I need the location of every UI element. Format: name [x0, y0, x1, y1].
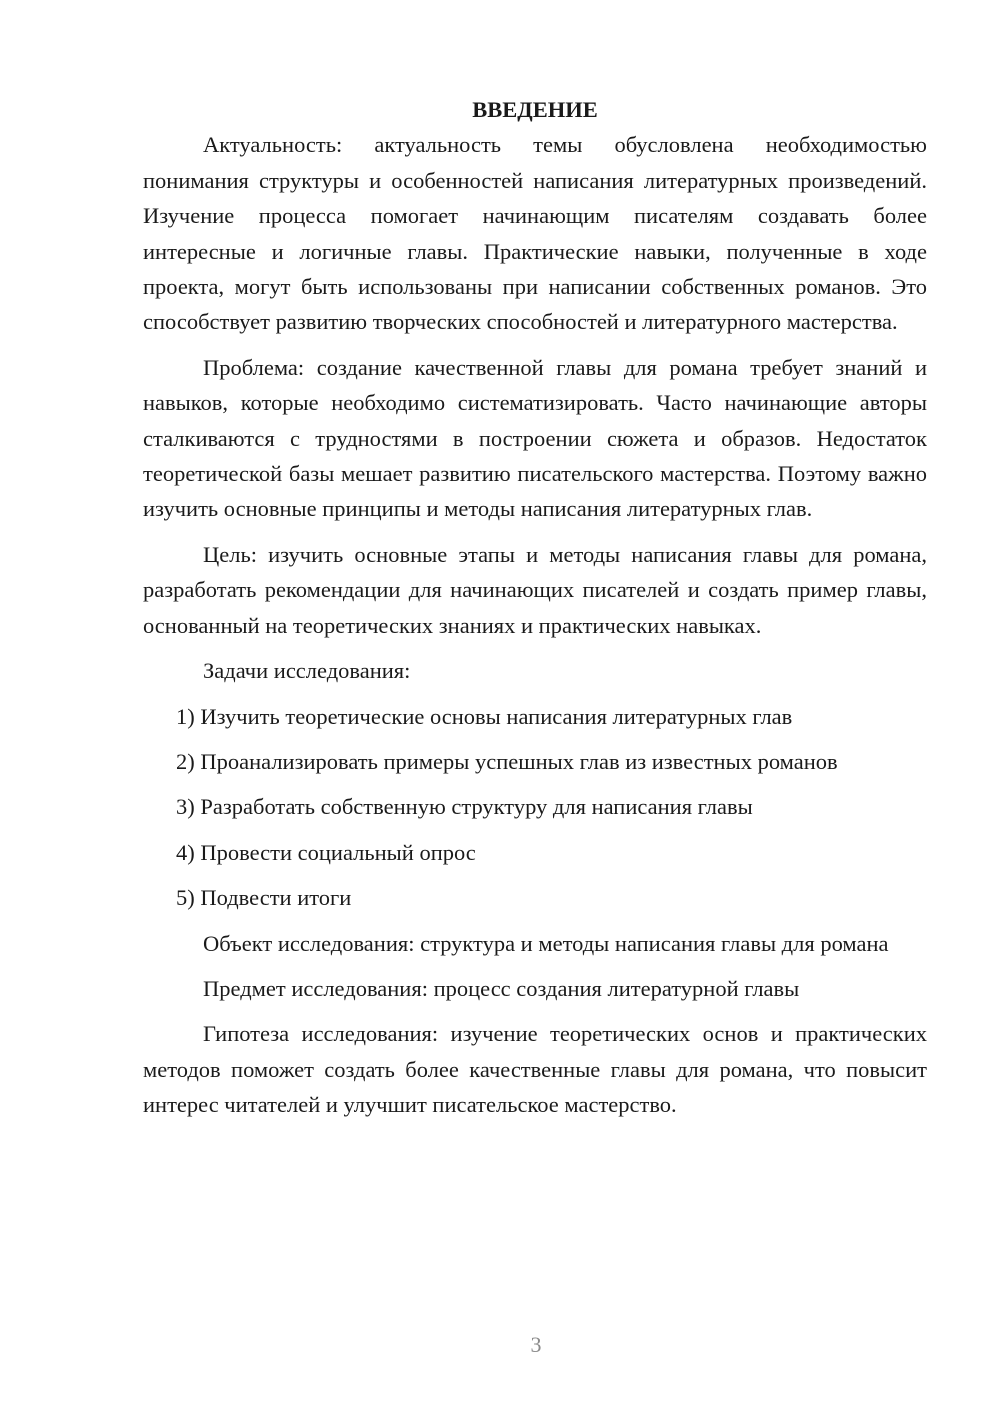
- task-item-5: 5) Подвести итоги: [176, 885, 352, 911]
- object-paragraph: Объект исследования: структура и методы написания главы для романа: [203, 930, 889, 956]
- problem-paragraph: Проблема: создание качественной главы для романа требует знаний и навыков, которые необходимо систематизировать. Часто начинающие авторы сталкиваются с трудностями в построении сюжета и образов. Недостаток теоретической базы мешает развитию писательского мастерства. Поэтому важно изучить основные принципы и методы написания литературных глав.: [143, 354, 927, 522]
- subject-paragraph: Предмет исследования: процесс создания литературной главы: [203, 975, 800, 1001]
- task-item-3: 3) Разработать собственную структуру для написания главы: [176, 794, 753, 820]
- section-title: ВВЕДЕНИЕ: [472, 97, 598, 122]
- page-content: [143, 92, 927, 1123]
- task-item-4: 4) Провести социальный опрос: [176, 839, 476, 865]
- tasks-list: [143, 699, 927, 916]
- task-item-1: 1) Изучить теоретические основы написания литературных глав: [176, 703, 793, 729]
- relevance-paragraph: Актуальность: актуальность темы обусловлена необходимостью понимания структуры и особенностей написания литературных произведений. Изучение процесса помогает начинающим писателям создавать более интересные и логичные главы. Практические навыки, полученные в ходе проекта, могут быть использованы при написании собственных романов. Это способствует развитию творческих способностей и литературного мастерства.: [143, 132, 927, 335]
- page-number: 3: [530, 1332, 542, 1357]
- tasks-heading: Задачи исследования:: [203, 658, 411, 684]
- goal-paragraph: Цель: изучить основные этапы и методы написания главы для романа, разработать рекомендации для начинающих писателей и создать пример главы, основанный на теоретических знаниях и практических навыках.: [143, 541, 927, 638]
- hypothesis-paragraph: Гипотеза исследования: изучение теоретических основ и практических методов поможет создать более качественные главы для романа, что повысит интерес читателей и улучшит писательское мастерство.: [143, 1021, 927, 1118]
- task-item-2: 2) Проанализировать примеры успешных глав из известных романов: [176, 748, 838, 774]
